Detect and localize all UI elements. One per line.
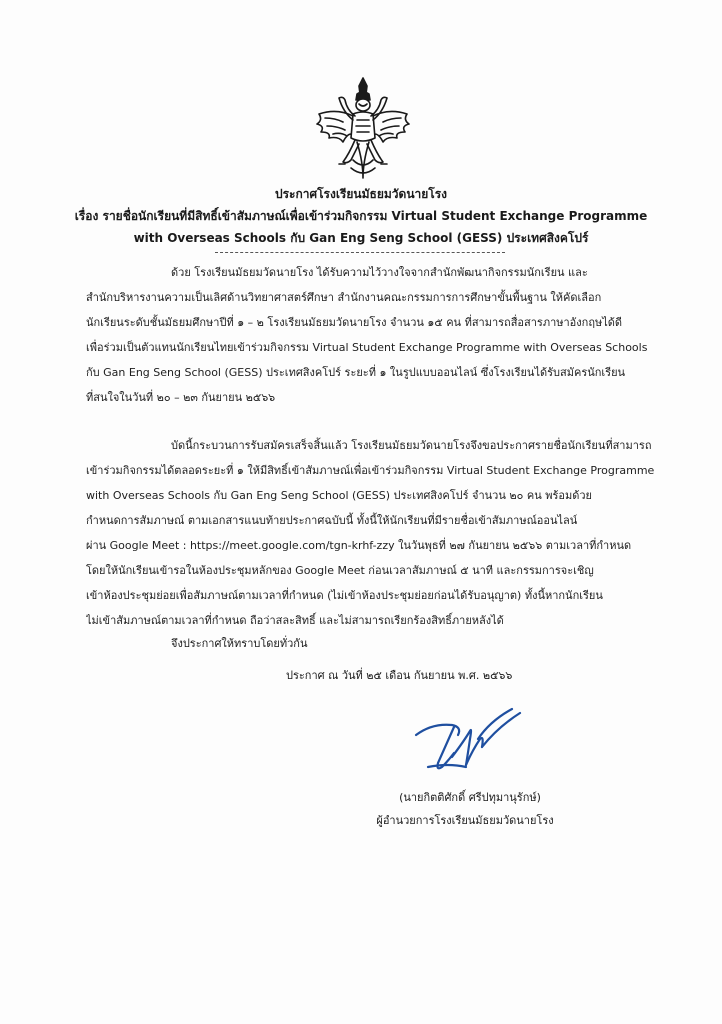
paragraph-line: โดยให้นักเรียนเข้ารอในห้องประชุมหลักของ Google Meet ก่อนเวลาสัมภาษณ์ ๕ นาที และกรรมการจะเชิญ: [86, 564, 594, 577]
title-line-2: เรื่อง รายชื่อนักเรียนที่มีสิทธิ์เข้าสัมภาษณ์เพื่อเข้าร่วมกิจกรรม Virtual Student Exchange Programme: [74, 209, 648, 223]
paragraph-line: สำนักบริหารงานความเป็นเลิศด้านวิทยาศาสตร์ศึกษา สำนักงานคณะกรรมการการศึกษาขั้นพื้นฐาน ให้คัดเลือก: [86, 291, 602, 304]
signer-name: (นายกิตติศักดิ์ ศรีปทุมานุรักษ์): [399, 791, 541, 804]
announcement-date: ประกาศ ณ วันที่ ๒๕ เดือน กันยายน พ.ศ. ๒๕๖๖: [286, 669, 513, 682]
garuda-emblem-icon: [313, 74, 413, 182]
closing-statement: จึงประกาศให้ทราบโดยทั่วกัน: [171, 637, 308, 650]
paragraph-line: ที่สนใจในวันที่ ๒๐ – ๒๓ กันยายน ๒๕๖๖: [86, 391, 276, 404]
signer-title: ผู้อำนวยการโรงเรียนมัธยมวัดนายโรง: [376, 814, 554, 827]
paragraph-line: นักเรียนระดับชั้นมัธยมศึกษาปีที่ ๑ – ๒ โรงเรียนมัธยมวัดนายโรง จำนวน ๑๕ คน ที่สามารถสื่อสารภาษาอังกฤษได้ดี: [86, 316, 623, 329]
paragraph-line: กับ Gan Eng Seng School (GESS) ประเทศสิงคโปร์ ระยะที่ ๑ ในรูปแบบออนไลน์ ซึ่งโรงเรียนได้รับสมัครนักเรียน: [86, 366, 626, 379]
paragraph-line: เพื่อร่วมเป็นตัวแทนนักเรียนไทยเข้าร่วมกิจกรรม Virtual Student Exchange Programme with Overseas Schools: [86, 341, 648, 354]
title-line-3: with Overseas Schools กับ Gan Eng Seng School (GESS) ประเทศสิงคโปร์: [133, 231, 589, 245]
announcement-title: [40, 183, 682, 249]
paragraph-2: [86, 433, 686, 633]
paragraph-line: กำหนดการสัมภาษณ์ ตามเอกสารแนบท้ายประกาศฉบับนี้ ทั้งนี้ให้นักเรียนที่มีรายชื่อเข้าสัมภาษณ์ออนไลน์: [86, 514, 578, 527]
paragraph-line: เข้าร่วมกิจกรรมได้ตลอดระยะที่ ๑ ให้มีสิทธิ์เข้าสัมภาษณ์เพื่อเข้าร่วมกิจกรรม Virtual Student Exchange Programme: [86, 464, 655, 477]
signature-icon: [408, 705, 528, 785]
title-line-1: ประกาศโรงเรียนมัธยมวัดนายโรง: [274, 187, 448, 201]
paragraph-line: บัดนี้กระบวนการรับสมัครเสร็จสิ้นแล้ว โรงเรียนมัธยมวัดนายโรงจึงขอประกาศรายชื่อนักเรียนที่สามารถ: [171, 439, 652, 452]
paragraph-line: ด้วย โรงเรียนมัธยมวัดนายโรง ได้รับความไว้วางใจจากสำนักพัฒนากิจกรรมนักเรียน และ: [171, 266, 588, 279]
title-separator: [215, 252, 505, 253]
paragraph-line: ไม่เข้าสัมภาษณ์ตามเวลาที่กำหนด ถือว่าสละสิทธิ์ และไม่สามารถเรียกร้องสิทธิ์ภายหลังได้: [86, 614, 504, 627]
paragraph-1: [86, 260, 686, 410]
paragraph-line: เข้าห้องประชุมย่อยเพื่อสัมภาษณ์ตามเวลาที่กำหนด (ไม่เข้าห้องประชุมย่อยก่อนได้รับอนุญาต) ทั้งนี้หากนักเรียน: [86, 589, 603, 602]
paragraph-line-with-link: ผ่าน Google Meet : https://meet.google.com/tgn-krhf-zzy ในวันพุธที่ ๒๗ กันยายน ๒๕๖๖ ตามเวลาที่กำหนด: [86, 539, 632, 552]
paragraph-line: with Overseas Schools กับ Gan Eng Seng School (GESS) ประเทศสิงคโปร์ จำนวน ๒๐ คน พร้อมด้วย: [86, 489, 592, 502]
